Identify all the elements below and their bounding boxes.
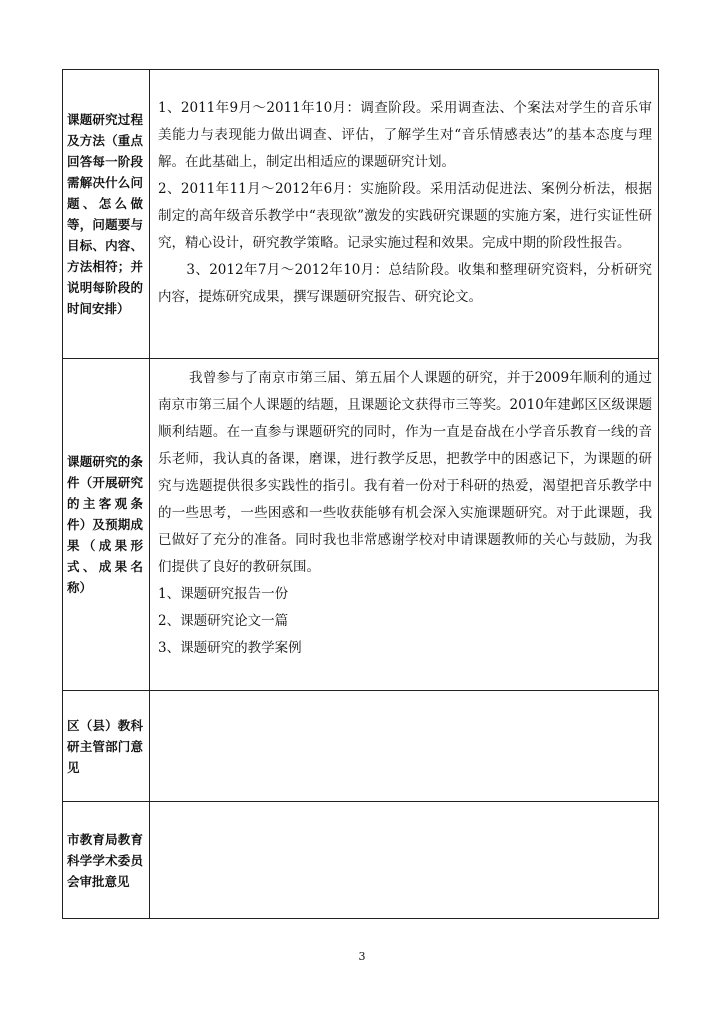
outcome-item: 3、课题研究的教学案例 [158, 640, 302, 656]
label-city-approval: 市教育局教育科学学术委员会审批意见 [63, 802, 150, 919]
district-opinion-field[interactable] [150, 691, 659, 802]
row-district-opinion [63, 691, 659, 802]
page-number: 3 [358, 950, 366, 963]
row-city-approval [63, 802, 659, 919]
outcome-item: 2、课题研究论文一篇 [158, 613, 289, 629]
application-form-table [62, 69, 659, 919]
content-research-conditions [150, 359, 659, 691]
stage-2-paragraph: 2、2011年11月～2012年6月：实施阶段。采用活动促进法、案例分析法，根据制定的高年级音乐教学中“表现欲”激发的实践研究课题的实施方案，进行实证性研究，精心设计，研究教学策略。记录实施过程和效果。完成中期的阶段性报告。 [158, 181, 652, 251]
content-research-process [150, 70, 659, 359]
outcome-item: 1、课题研究报告一份 [158, 586, 289, 602]
stage-1-paragraph: 1、2011年9月～2011年10月：调查阶段。采用调查法、个案法对学生的音乐审美能力与表现能力做出调查、评估，了解学生对“音乐情感表达”的基本态度与理解。在此基础上，制定出相适应的课题研究计划。 [158, 100, 652, 170]
row-research-conditions [63, 359, 659, 691]
label-research-process: 课题研究过程及方法（重点回答每一阶段需解决什么问题、怎么做等，问题要与目标、内容、方法相符；并说明每阶段的时间安排） [63, 70, 150, 359]
row-research-process [63, 70, 659, 359]
conditions-paragraph: 我曾参与了南京市第三届、第五届个人课题的研究，并于2009年顺利的通过南京市第三届个人课题的结题，且课题论文获得市三等奖。2010年建邺区区级课题顺利结题。在一直参与课题研究的同时，作为一直是奋战在小学音乐教育一线的音乐老师，我认真的备课，磨课，进行教学反思，把教学中的困惑记下，为课题的研究与选题提供很多实践性的指引。我有着一份对于科研的热爱，渴望把音乐教学中的一些思考，一些困惑和一些收获能够有机会深入实施课题研究。对于此课题，我已做好了充分的准备。同时我也非常感谢学校对申请课题教师的关心与鼓励，为我们提供了良好的教研氛围。 [158, 370, 652, 575]
stage-3-paragraph: 3、2012年7月～2012年10月：总结阶段。收集和整理研究资料，分析研究内容，提炼研究成果，撰写课题研究报告、研究论文。 [158, 262, 652, 305]
city-approval-field[interactable] [150, 802, 659, 919]
label-research-conditions: 课题研究的条件（开展研究的主客观条件）及预期成果（成果形式、成果名称） [63, 359, 150, 691]
label-district-opinion: 区（县）教科研主管部门意见 [63, 691, 150, 802]
